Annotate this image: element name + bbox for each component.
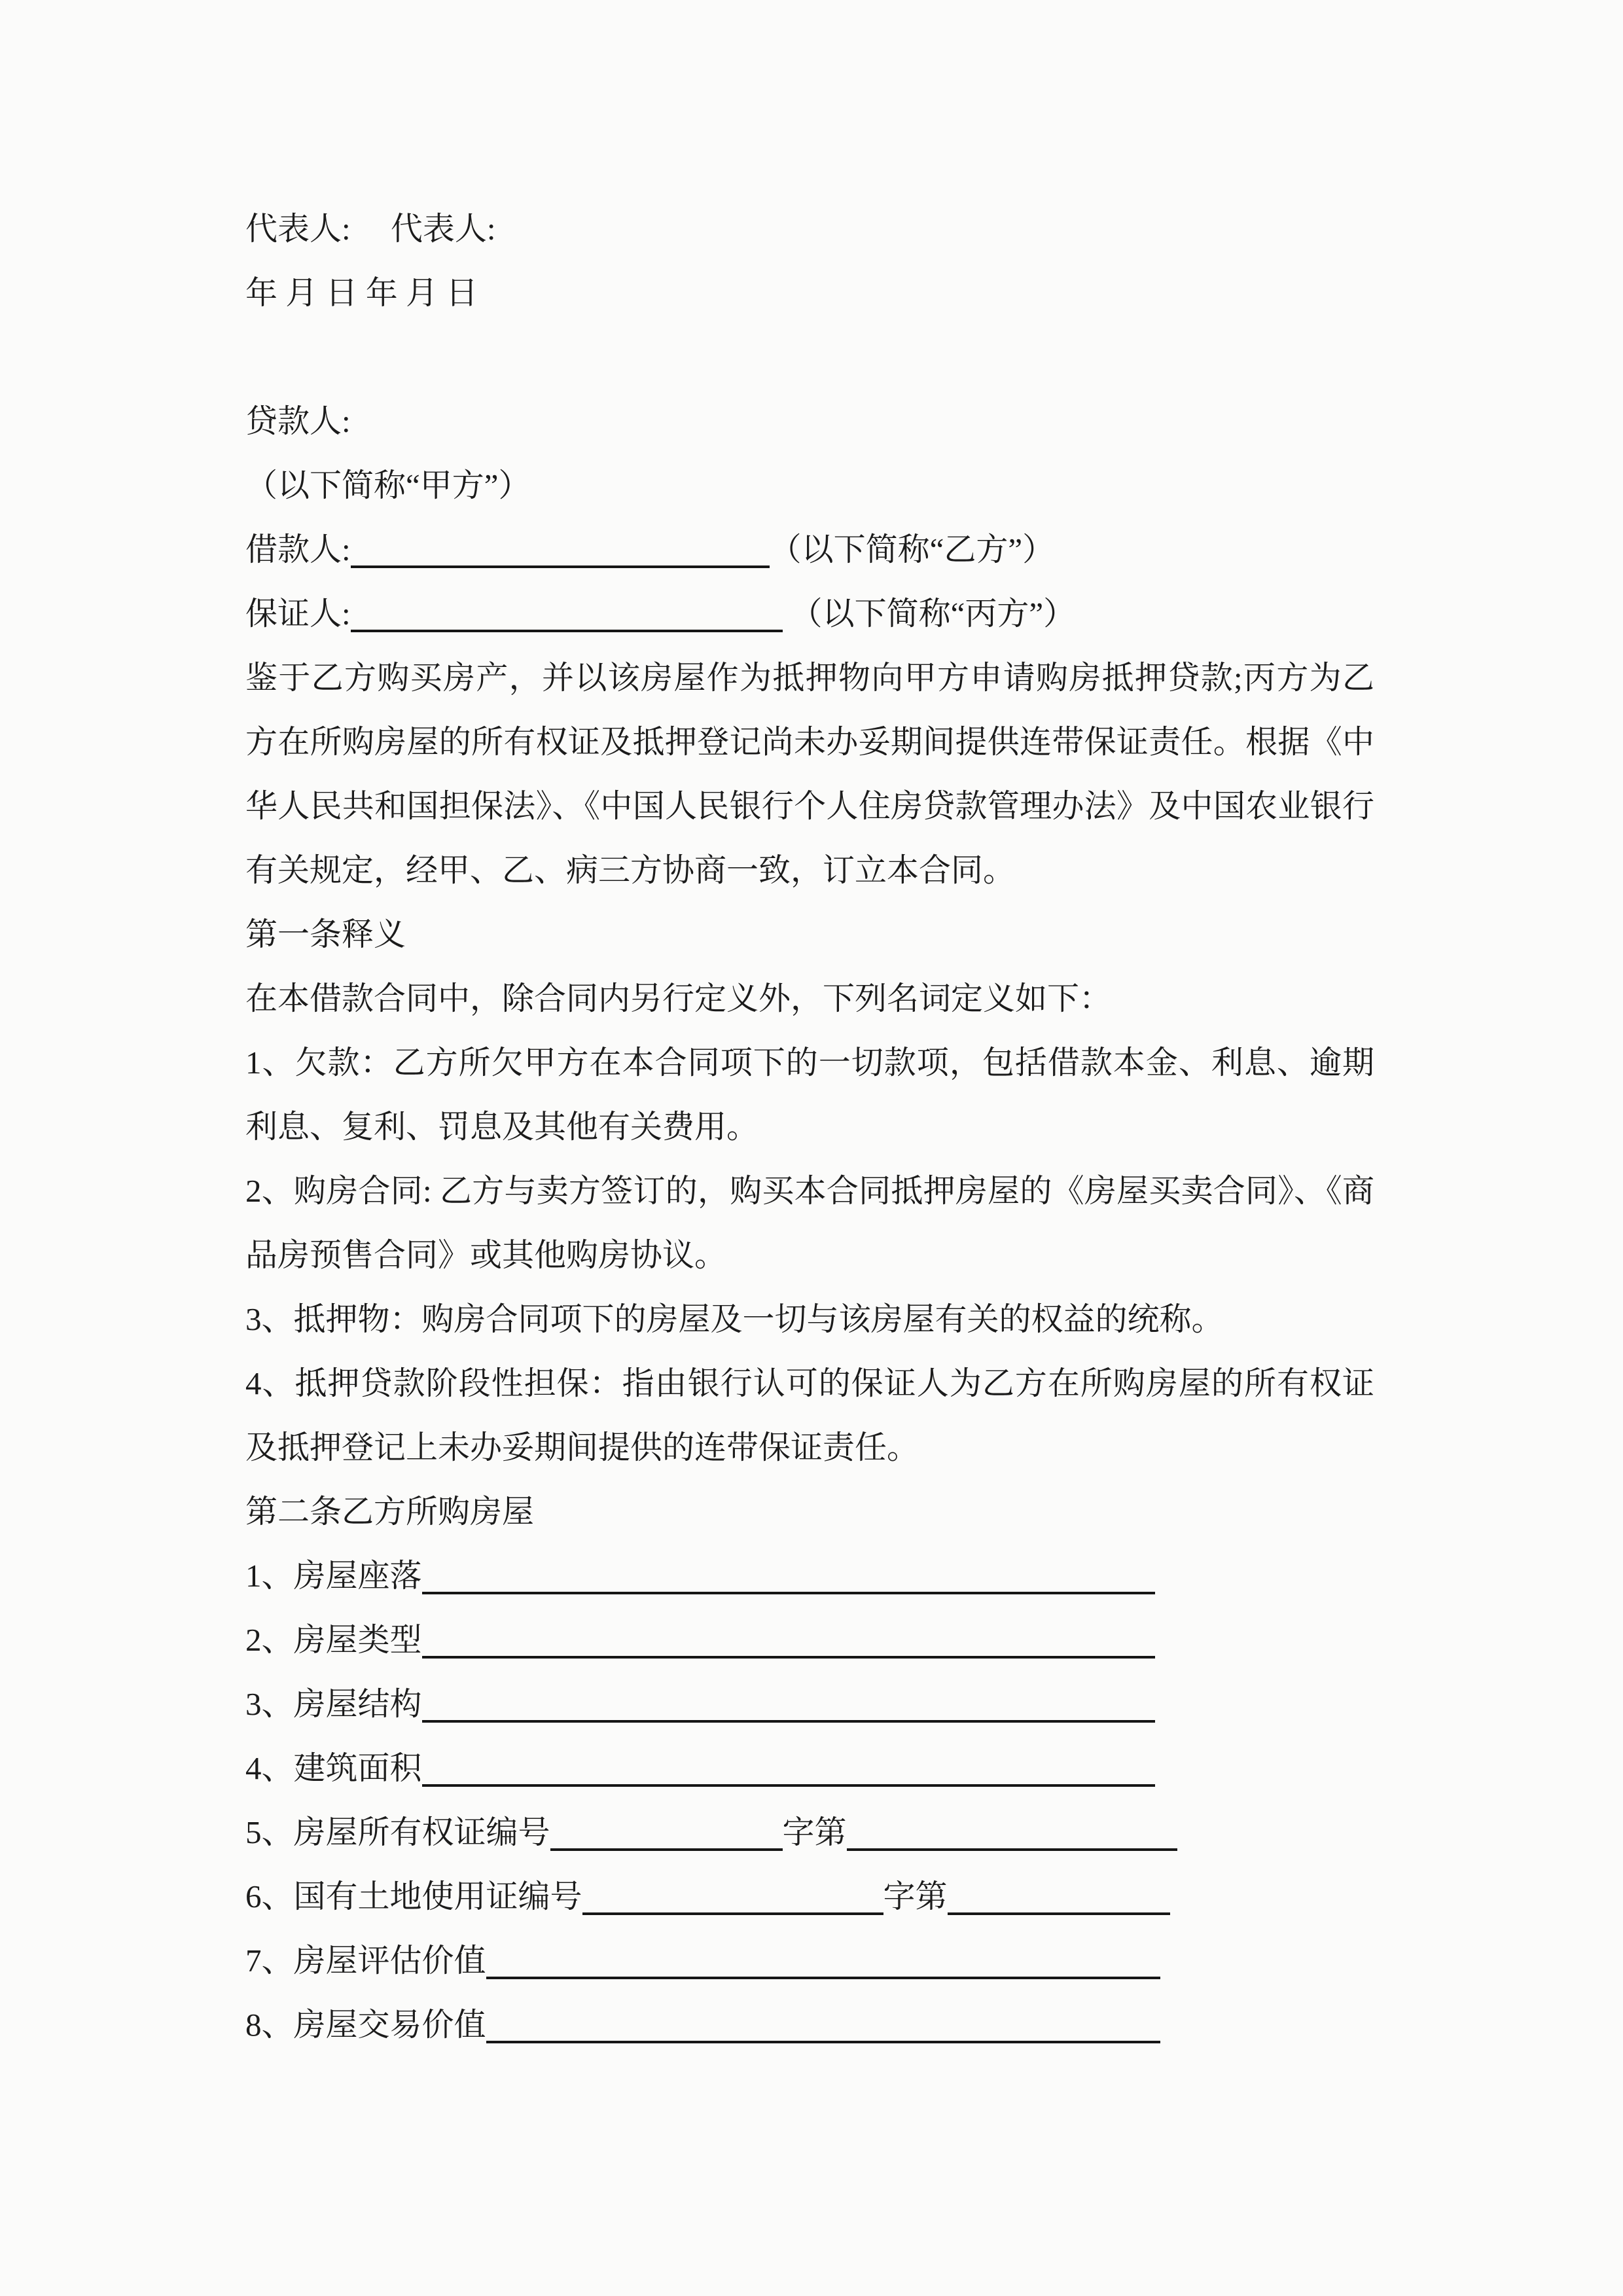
floor-area-blank-field — [422, 1752, 1155, 1787]
ownership-cert-number-blank-field — [847, 1816, 1177, 1851]
field-house-location-label: 1、房屋座落 — [245, 1558, 422, 1594]
guarantor-alias: （以下简称“丙方”） — [790, 596, 1076, 632]
field-ownership-cert-no — [245, 1801, 1374, 1865]
lender-alias: （以下简称“甲方”） — [245, 467, 531, 503]
borrower-name-blank-field — [351, 533, 770, 568]
house-structure-blank-field — [422, 1688, 1155, 1723]
field-floor-area — [245, 1736, 1374, 1801]
preamble-line-1: 鉴于乙方购买房产，并以该房屋作为抵押物向甲方申请购房抵押贷款;丙方为乙 — [245, 660, 1374, 696]
signature-date-line: 年 月 日 年 月 日 — [245, 275, 478, 311]
field-land-use-cert-no — [245, 1865, 1374, 1929]
field-land-use-cert-no-label: 6、国有土地使用证编号 — [245, 1878, 582, 1914]
definition-purchase-contract-line-2: 品房预售合同》或其他购房协议。 — [245, 1237, 727, 1273]
field-transaction-value — [245, 1993, 1374, 2057]
field-transaction-value-label: 8、房屋交易价值 — [245, 2007, 486, 2043]
field-ownership-cert-no-label: 5、房屋所有权证编号 — [245, 1814, 550, 1850]
definition-collateral-line: 3、抵押物：购房合同项下的房屋及一切与该房屋有关的权益的统称。 — [245, 1301, 1224, 1337]
definition-debt-line-1: 1、欠款：乙方所欠甲方在本合同项下的一切款项，包括借款本金、利息、逾期 — [245, 1045, 1374, 1081]
guarantor-label: 保证人: — [245, 596, 351, 632]
blank-row — [245, 325, 1374, 389]
lender-label: 贷款人: — [245, 403, 351, 439]
ownership-cert-zidi-label: 字第 — [782, 1814, 847, 1850]
guarantor-name-blank-field — [351, 598, 783, 632]
article1-intro: 在本借款合同中，除合同内另行定义外，下列名词定义如下： — [245, 980, 1112, 1016]
field-house-location — [245, 1544, 1374, 1608]
article1-title: 第一条释义 — [245, 916, 406, 952]
definition-phased-guarantee-line-1: 4、抵押贷款阶段性担保：指由银行认可的保证人为乙方在所购房屋的所有权证 — [245, 1365, 1374, 1401]
borrower-line — [245, 518, 1374, 582]
definition-debt-line-2: 利息、复利、罚息及其他有关费用。 — [245, 1109, 759, 1145]
appraised-value-blank-field — [486, 1945, 1160, 1979]
field-house-structure-label: 3、房屋结构 — [245, 1686, 422, 1722]
land-use-cert-zidi-label: 字第 — [883, 1878, 948, 1914]
preamble-line-2: 方在所购房屋的所有权证及抵押登记尚未办妥期间提供连带保证责任。根据《中 — [245, 724, 1374, 760]
field-house-type — [245, 1608, 1374, 1672]
transaction-value-blank-field — [486, 2009, 1160, 2043]
field-house-type-label: 2、房屋类型 — [245, 1622, 422, 1658]
guarantor-line — [245, 582, 1374, 646]
field-floor-area-label: 4、建筑面积 — [245, 1750, 422, 1786]
definition-purchase-contract-line-1: 2、购房合同: 乙方与卖方签订的，购买本合同抵押房屋的《房屋买卖合同》、《商 — [245, 1173, 1374, 1209]
field-appraised-value — [245, 1929, 1374, 1993]
borrower-alias: （以下简称“乙方”） — [769, 531, 1055, 567]
preamble-line-4: 有关规定，经甲、乙、病三方协商一致，订立本合同。 — [245, 852, 1016, 888]
land-use-cert-number-blank-field — [948, 1880, 1170, 1915]
definition-phased-guarantee-line-2: 及抵押登记上未办妥期间提供的连带保证责任。 — [245, 1429, 919, 1465]
preamble-line-3: 华人民共和国担保法》、《中国人民银行个人住房贷款管理办法》及中国农业银行 — [245, 788, 1374, 824]
ownership-cert-prefix-blank-field — [550, 1816, 783, 1851]
land-use-cert-prefix-blank-field — [582, 1880, 883, 1915]
field-house-structure — [245, 1672, 1374, 1736]
house-type-blank-field — [422, 1624, 1155, 1659]
house-location-blank-field — [422, 1560, 1155, 1594]
field-appraised-value-label: 7、房屋评估价值 — [245, 1943, 486, 1979]
article2-title: 第二条乙方所购房屋 — [245, 1494, 535, 1530]
representatives-line: 代表人: 代表人: — [245, 211, 496, 247]
borrower-label: 借款人: — [245, 531, 351, 567]
